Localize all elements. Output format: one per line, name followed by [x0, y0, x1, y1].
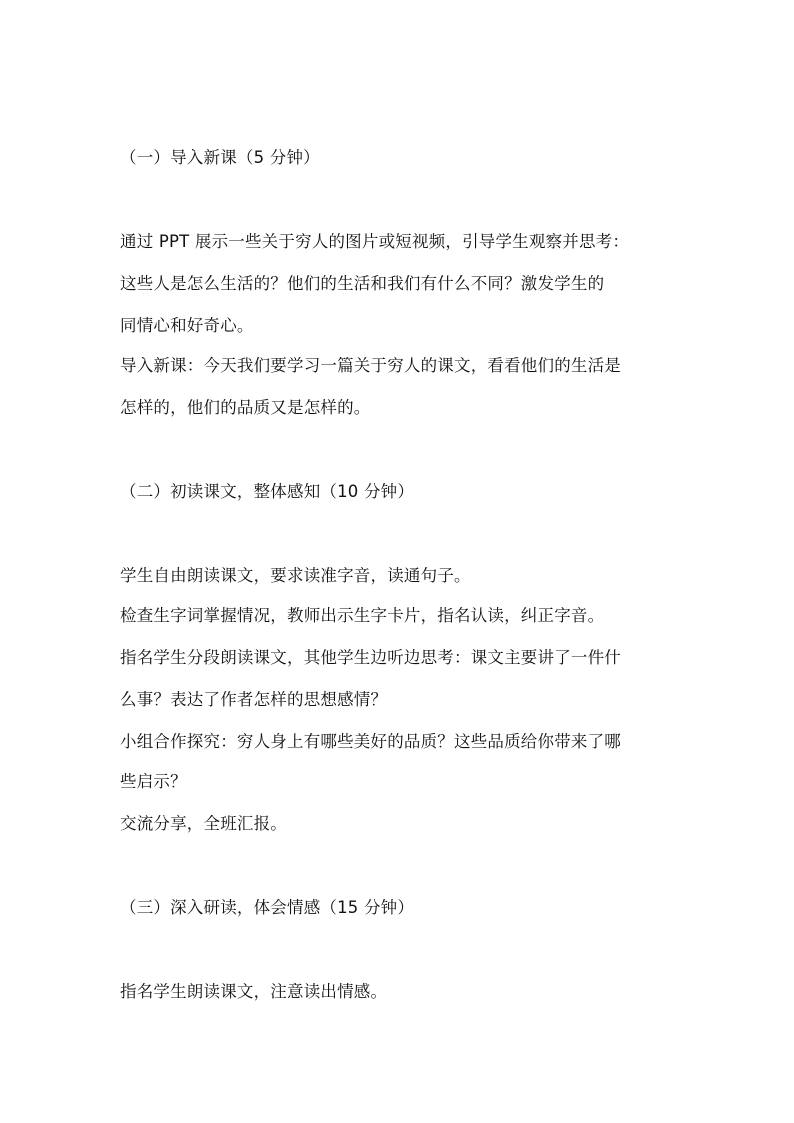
paragraph-line: 么事？表达了作者怎样的思想感情？: [120, 690, 388, 709]
paragraph-line: 小组合作探究：穷人身上有哪些美好的品质？这些品质给你带来了哪: [120, 732, 621, 751]
paragraph-line: 交流分享，全班汇报。: [120, 814, 287, 833]
paragraph-line: 指名学生朗读课文，注意读出情感。: [120, 982, 388, 1001]
paragraph-line: 这些人是怎么生活的？他们的生活和我们有什么不同？激发学生的: [120, 274, 605, 293]
paragraph-line: 怎样的，他们的品质又是怎样的。: [120, 398, 371, 417]
paragraph-line: 通过 PPT 展示一些关于穷人的图片或短视频，引导学生观察并思考：: [120, 232, 630, 251]
paragraph-line: 同情心和好奇心。: [120, 316, 254, 335]
paragraph-line: 导入新课：今天我们要学习一篇关于穷人的课文，看看他们的生活是: [120, 356, 621, 375]
section-heading-1: （一）导入新课（5 分钟）: [120, 148, 320, 167]
section-heading-3: （三）深入研读，体会情感（15 分钟）: [120, 898, 415, 917]
paragraph-line: 学生自由朗读课文，要求读准字音，读通句子。: [120, 566, 471, 585]
paragraph-line: 检查生字词掌握情况，教师出示生字卡片，指名认读，纠正字音。: [120, 606, 605, 625]
section-heading-2: （二）初读课文，整体感知（10 分钟）: [120, 482, 415, 501]
paragraph-line: 指名学生分段朗读课文，其他学生边听边思考：课文主要讲了一件什: [120, 648, 621, 667]
paragraph-line: 些启示？: [120, 772, 187, 791]
